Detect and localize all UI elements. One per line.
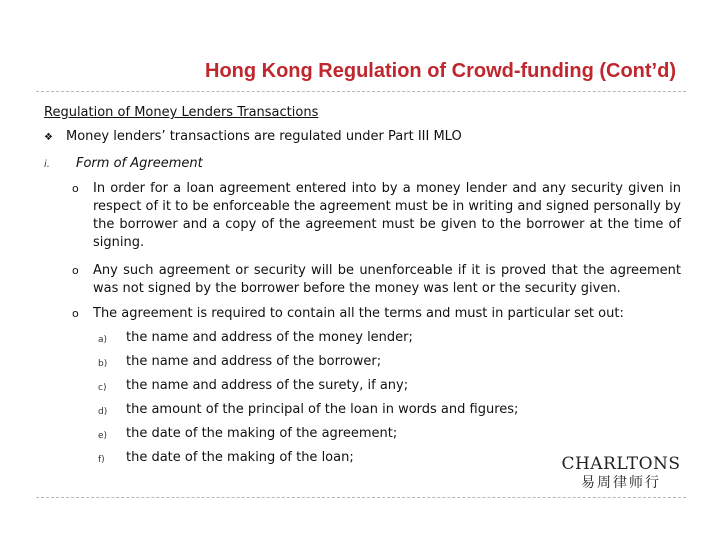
sub-list-text: the date of the making of the loan; — [126, 450, 354, 465]
bottom-divider — [36, 497, 686, 498]
list-item-text: In order for a loan agreement entered into by a money lender and any security given in respect of it to be enforceable the agreement must be in writing and signed personally by the borrower and a copy of the agreement must be given to the borrower at the time of signing. — [93, 181, 681, 250]
numbered-item-text: Form of Agreement — [76, 156, 203, 171]
section-heading: Regulation of Money Lenders Transactions — [44, 105, 319, 120]
sub-list-text: the amount of the principal of the loan in words and figures; — [126, 402, 519, 417]
sub-list-text: the date of the making of the agreement; — [126, 426, 398, 441]
sub-list-label: e) — [98, 431, 108, 441]
circle-bullet-icon: o — [72, 307, 79, 320]
sub-list-text: the name and address of the borrower; — [126, 354, 382, 369]
diamond-bullet-icon: ❖ — [44, 132, 53, 143]
sub-list-label: d) — [98, 407, 108, 417]
list-item-text: The agreement is required to contain all the terms and must in particular set out: — [93, 306, 624, 321]
bullet-text: Money lenders’ transactions are regulated under Part III MLO — [66, 129, 462, 144]
circle-bullet-icon: o — [72, 182, 79, 195]
sub-list-label: a) — [98, 335, 108, 345]
logo-chinese: 易周律师行 — [581, 475, 661, 491]
circle-bullet-icon: o — [72, 264, 79, 277]
sub-list-text: the name and address of the money lender; — [126, 330, 413, 345]
charltons-logo — [560, 454, 682, 492]
sub-list-label: f) — [98, 455, 105, 465]
roman-numeral: i. — [44, 159, 50, 170]
sub-list-label: b) — [98, 359, 108, 369]
list-item-text: Any such agreement or security will be unenforceable if it is proved that the agreement was not signed by the borrower before the money was lent or the security given. — [93, 263, 681, 296]
logo-english: CHARLTONS — [561, 454, 681, 474]
sub-list-label: c) — [98, 383, 107, 393]
slide-title: Hong Kong Regulation of Crowd-funding (Cont’d) — [205, 60, 676, 82]
sub-list-text: the name and address of the surety, if any; — [126, 378, 409, 393]
